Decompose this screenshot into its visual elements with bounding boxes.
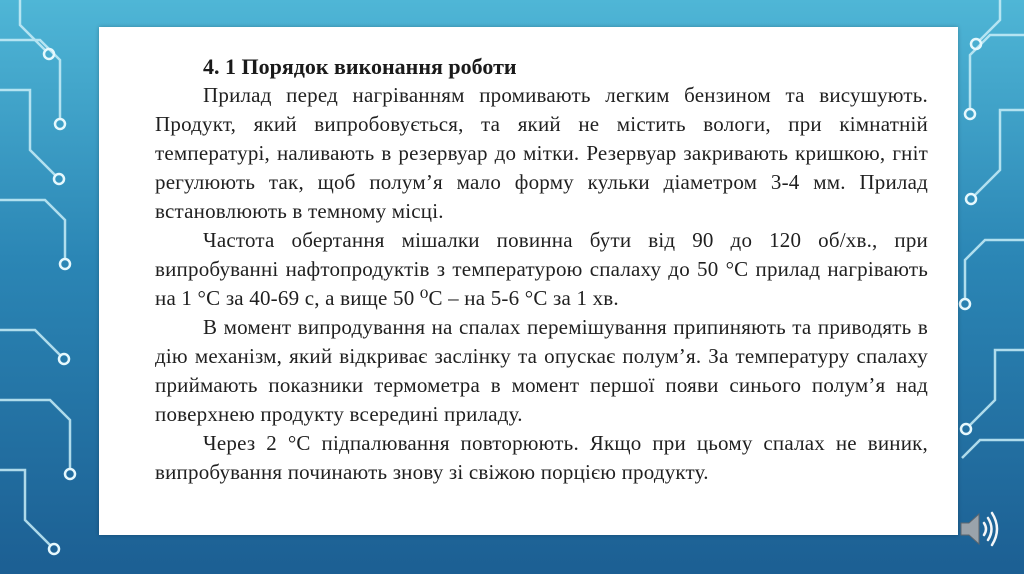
slide-content — [99, 27, 958, 535]
section-title: 4. 1 Порядок виконання роботи — [203, 54, 517, 79]
paragraph-2: Частота обертання мішалки повинна бути від 90 до 120 об/хв., при випробуванні нафтопродуктів з температурою спалаху до 50 °С прилад нагрівають на 1 °С за 40-69 с, а вище 50 ⁰С – на 5-6 °С за 1 хв. — [155, 228, 928, 310]
paragraph-4: Через 2 °С підпалювання повторюють. Якщо при цьому спалах не виник, випробування починають знову зі свіжою порцією продукту. — [155, 431, 928, 484]
paragraph-1: Прилад перед нагріванням промивають легким бензином та висушують. Продукт, який випробовується, та який не містить вологи, при кімнатній температурі, наливають в резервуар до мітки. Резервуар закривають кришкою, гніт регулюють так, щоб полум’я мало форму кульки діаметром 3-4 мм. Прилад встановлюють в темному місці. — [155, 83, 928, 223]
paragraph-3: В момент випродування на спалах перемішування припиняють та приводять в дію механізм, який відкриває заслінку та опускає полум’я. За температуру спалаху приймають показники термометра в момент першої появи синього полум’я над поверхнею продукту всередині приладу. — [155, 315, 928, 426]
speaker-icon[interactable] — [955, 505, 1003, 553]
